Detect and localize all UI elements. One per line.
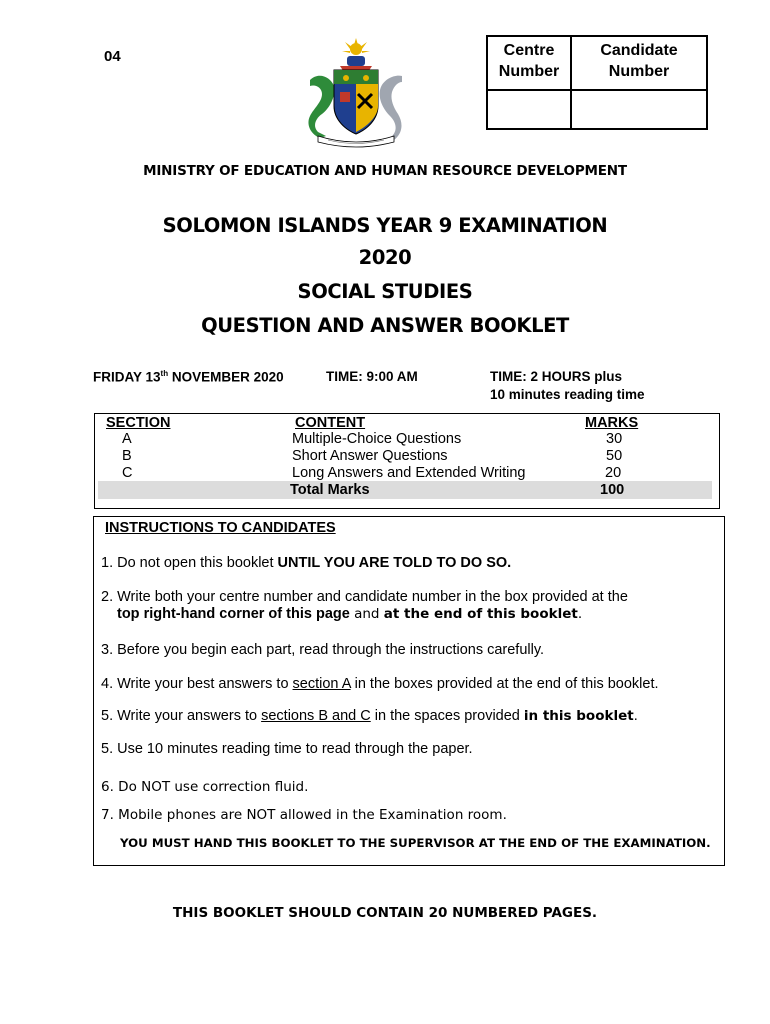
candidate-number-label: Candidate Number xyxy=(572,37,706,91)
exam-title: SOLOMON ISLANDS YEAR 9 EXAMINATION xyxy=(162,214,608,237)
page-count-notice: THIS BOOKLET SHOULD CONTAIN 20 NUMBERED PAGES. xyxy=(172,905,598,921)
ministry-name: MINISTRY OF EDUCATION AND HUMAN RESOURCE DEVELOPMENT xyxy=(143,163,627,179)
marks-header: MARKS xyxy=(585,415,639,431)
table-row-marks: 50 xyxy=(606,448,623,464)
instruction-6: 5. Use 10 minutes reading time to read through the paper. xyxy=(101,741,473,757)
instruction-2: 2. Write both your centre number and candidate number in the box provided at the xyxy=(101,589,628,605)
centre-number-field[interactable] xyxy=(488,91,572,128)
instruction-8: 7. Mobile phones are NOT allowed in the Examination room. xyxy=(101,807,507,823)
instruction-1: 1. Do not open this booklet UNTIL YOU ARE TOLD TO DO SO. xyxy=(101,555,512,571)
page-code: 04 xyxy=(104,48,121,65)
table-row-marks: 30 xyxy=(606,431,623,447)
table-row-content: Short Answer Questions xyxy=(292,448,448,464)
table-row-section: B xyxy=(122,448,132,464)
exam-date: FRIDAY 13th NOVEMBER 2020 xyxy=(93,369,284,385)
instruction-7: 6. Do NOT use correction fluid. xyxy=(101,779,309,795)
coat-of-arms-icon xyxy=(300,36,412,148)
exam-duration: TIME: 2 HOURS plus xyxy=(490,369,623,384)
section-header: SECTION xyxy=(106,415,171,431)
table-row-section: C xyxy=(122,465,133,481)
candidate-number-field[interactable] xyxy=(572,91,706,128)
table-row-content: Long Answers and Extended Writing xyxy=(292,465,526,481)
reading-time: 10 minutes reading time xyxy=(490,387,645,402)
content-header: CONTENT xyxy=(295,415,366,431)
candidate-number-box xyxy=(486,35,708,130)
exam-year: 2020 xyxy=(358,246,412,269)
instruction-3: 3. Before you begin each part, read through the instructions carefully. xyxy=(101,642,545,658)
instructions-title: INSTRUCTIONS TO CANDIDATES xyxy=(105,520,336,536)
instruction-4: 4. Write your best answers to section A in the boxes provided at the end of this booklet. xyxy=(101,676,659,692)
total-marks-label: Total Marks xyxy=(290,482,370,498)
instruction-5: 5. Write your answers to sections B and C in the spaces provided in this booklet. xyxy=(101,708,638,724)
hand-in-notice: YOU MUST HAND THIS BOOKLET TO THE SUPERVISOR AT THE END OF THE EXAMINATION. xyxy=(120,836,711,850)
booklet-title: QUESTION AND ANSWER BOOKLET xyxy=(201,314,569,337)
subject-title: SOCIAL STUDIES xyxy=(297,280,473,303)
instruction-2-continued: top right-hand corner of this page and at the end of this booklet. xyxy=(117,606,583,622)
table-row-marks: 20 xyxy=(605,465,622,481)
table-row-section: A xyxy=(122,431,132,447)
exam-time: TIME: 9:00 AM xyxy=(326,369,418,384)
table-row-content: Multiple-Choice Questions xyxy=(292,431,462,447)
centre-number-label: Centre Number xyxy=(488,37,572,91)
total-marks-value: 100 xyxy=(600,482,625,498)
